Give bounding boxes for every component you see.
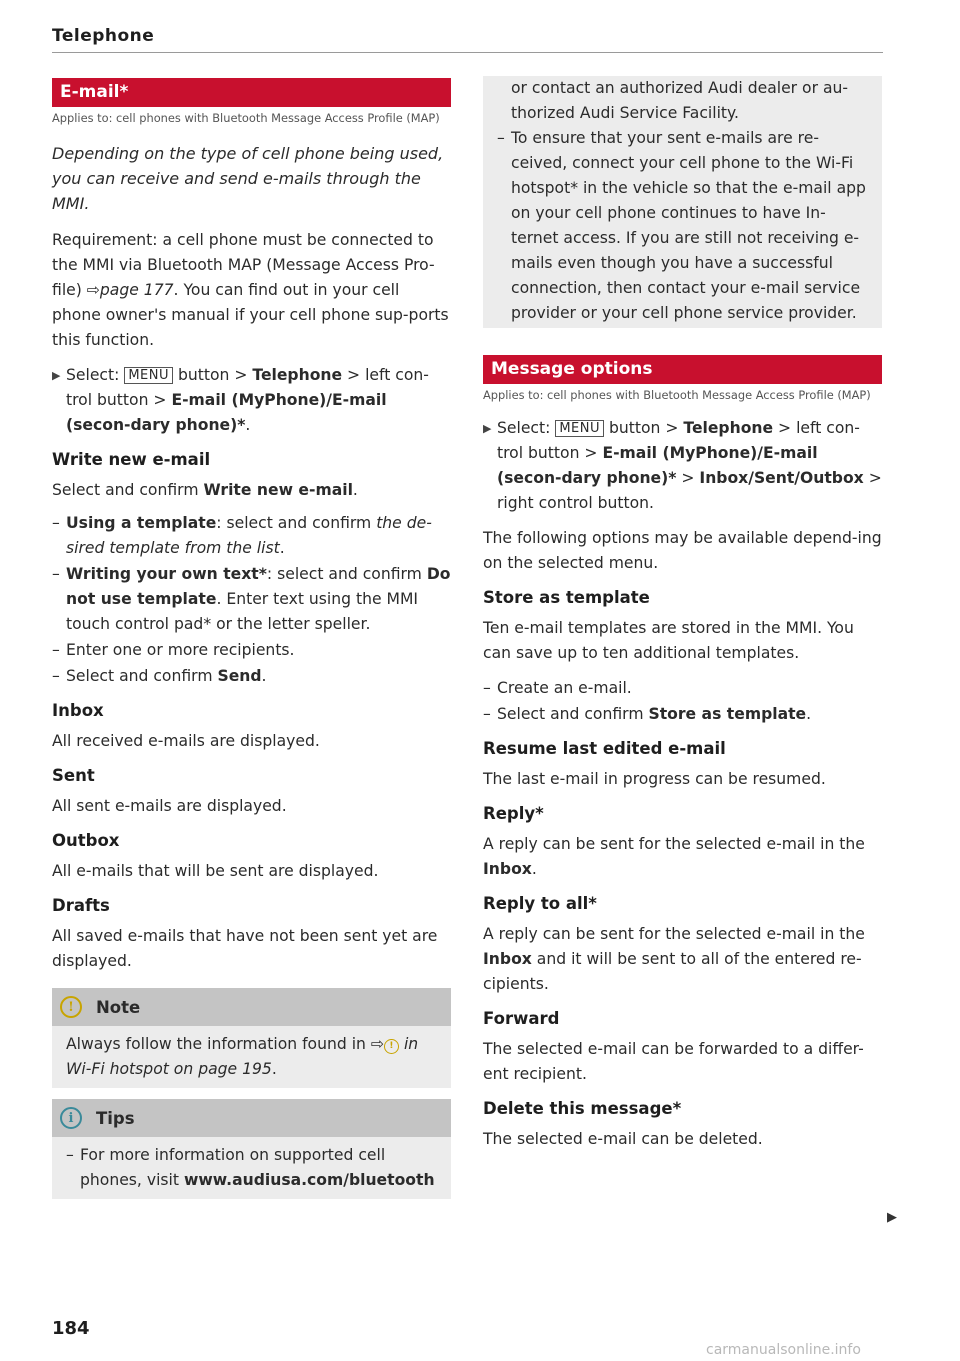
list-item: – Select and confirm Send.	[52, 664, 451, 689]
heading-inbox: Inbox	[52, 701, 104, 720]
continued-tips-block	[483, 76, 882, 328]
heading-resume: Resume last edited e-mail	[483, 739, 726, 758]
list-item: – Enter one or more recipients.	[52, 638, 451, 663]
list-item: – To ensure that your sent e-mails are re-ceived, connect your cell phone to the Wi-Fi hotspot* in the vehicle so that the e-mail app on your cell phone continues to have In-ternet access. If you are still not receiving e-mails even though you have a successful connection, then contact your e-mail service provider or your cell phone service provider.	[497, 126, 868, 326]
page-number: 184	[52, 1318, 90, 1339]
select-step: ▶ Select: MENU button > Telephone > left con-trol button > E-mail (MyPhone)/E-mail (secon-dary phone)* > Inbox/Sent/Outbox > right control button.	[483, 416, 882, 516]
triangle-bullet-icon: ▶	[52, 369, 61, 382]
write-steps-list	[52, 511, 451, 689]
warning-icon: !	[60, 996, 82, 1018]
menu-key-label: MENU	[555, 420, 604, 437]
applies-note: Applies to: cell phones with Bluetooth Message Access Profile (MAP)	[483, 388, 871, 402]
sent-text: All sent e-mails are displayed.	[52, 797, 287, 815]
heading-write-new-email: Write new e-mail	[52, 450, 211, 469]
reply-all-text: A reply can be sent for the selected e-mail in the Inbox and it will be sent to all of the entered re-cipients.	[483, 925, 865, 993]
right-column	[483, 76, 882, 1152]
continue-arrow-icon: ▶	[887, 1210, 897, 1225]
note-body: Always follow the information found in ⇨ ! in Wi-Fi hotspot on page 195.	[66, 1035, 419, 1078]
continued-text: or contact an authorized Audi dealer or au-thorized Audi Service Facility.	[511, 79, 849, 122]
heading-sent: Sent	[52, 766, 95, 785]
list-item: – For more information on supported cell phones, visit www.audiusa.com/bluetooth	[66, 1143, 437, 1193]
store-steps-list	[483, 676, 882, 727]
page-header-title: Telephone	[52, 26, 155, 46]
info-icon: i	[60, 1107, 82, 1129]
options-intro-text: The following options may be available depend-ing on the selected menu.	[483, 529, 882, 572]
list-item: – Select and confirm Store as template.	[483, 702, 882, 727]
inbox-text: All received e-mails are displayed.	[52, 732, 320, 750]
drafts-text: All saved e-mails that have not been sent yet are displayed.	[52, 927, 438, 970]
tips-title: Tips	[96, 1108, 135, 1128]
heading-outbox: Outbox	[52, 831, 120, 850]
note-header	[52, 988, 451, 1026]
requirement-text: Requirement: a cell phone must be connected to the MMI via Bluetooth MAP (Message Access Pro-file) ⇨page 177. You can find out in your cell phone owner's manual if your cell phone sup-ports this function.	[52, 231, 449, 349]
menu-key-label: MENU	[124, 367, 173, 384]
note-title: Note	[96, 997, 141, 1017]
left-column	[52, 78, 451, 1199]
warning-small-icon: !	[384, 1039, 399, 1054]
outbox-text: All e-mails that will be sent are displayed.	[52, 862, 379, 880]
heading-drafts: Drafts	[52, 896, 110, 915]
list-item: – Using a template: select and confirm the de-sired template from the list.	[52, 511, 451, 561]
section-title-email: E-mail*	[52, 78, 451, 107]
heading-reply-to-all: Reply to all*	[483, 894, 597, 913]
note-reference[interactable]: in Wi-Fi hotspot on page 195	[66, 1035, 419, 1078]
watermark: carmanualsonline.info	[706, 1342, 861, 1358]
store-text: Ten e-mail templates are stored in the MMI. You can save up to ten additional templates.	[483, 619, 854, 662]
intro-text: Depending on the type of cell phone being used, you can receive and send e-mails through the MMI.	[52, 144, 444, 213]
bluetooth-link[interactable]: www.audiusa.com/bluetooth	[183, 1171, 435, 1189]
tips-box	[52, 1099, 451, 1199]
ref-arrow-icon: ⇨	[86, 281, 100, 299]
applies-note: Applies to: cell phones with Bluetooth Message Access Profile (MAP)	[52, 111, 440, 125]
resume-text: The last e-mail in progress can be resumed.	[483, 770, 826, 788]
heading-delete: Delete this message*	[483, 1099, 682, 1118]
section-title-message-options: Message options	[483, 355, 882, 384]
triangle-bullet-icon: ▶	[483, 422, 492, 435]
heading-reply: Reply*	[483, 804, 544, 823]
page-reference[interactable]: page 177	[99, 281, 174, 299]
ref-arrow-icon: ⇨	[370, 1035, 384, 1053]
write-confirm-text: Select and confirm Write new e-mail.	[52, 481, 358, 499]
heading-store-as-template: Store as template	[483, 588, 650, 607]
tips-header	[52, 1099, 451, 1137]
note-box	[52, 988, 451, 1088]
tips-body	[52, 1137, 451, 1199]
select-step: ▶ Select: MENU button > Telephone > left con-trol button > E-mail (MyPhone)/E-mail (secon-dary phone)*.	[52, 363, 451, 438]
reply-text: A reply can be sent for the selected e-mail in the Inbox.	[483, 835, 865, 878]
forward-text: The selected e-mail can be forwarded to a differ-ent recipient.	[483, 1040, 864, 1083]
delete-text: The selected e-mail can be deleted.	[483, 1130, 763, 1148]
header-divider	[52, 52, 883, 53]
list-item: – Writing your own text*: select and confirm Do not use template. Enter text using the MMI touch control pad* or the letter speller.	[52, 562, 451, 637]
heading-forward: Forward	[483, 1009, 560, 1028]
list-item: – Create an e-mail.	[483, 676, 882, 701]
